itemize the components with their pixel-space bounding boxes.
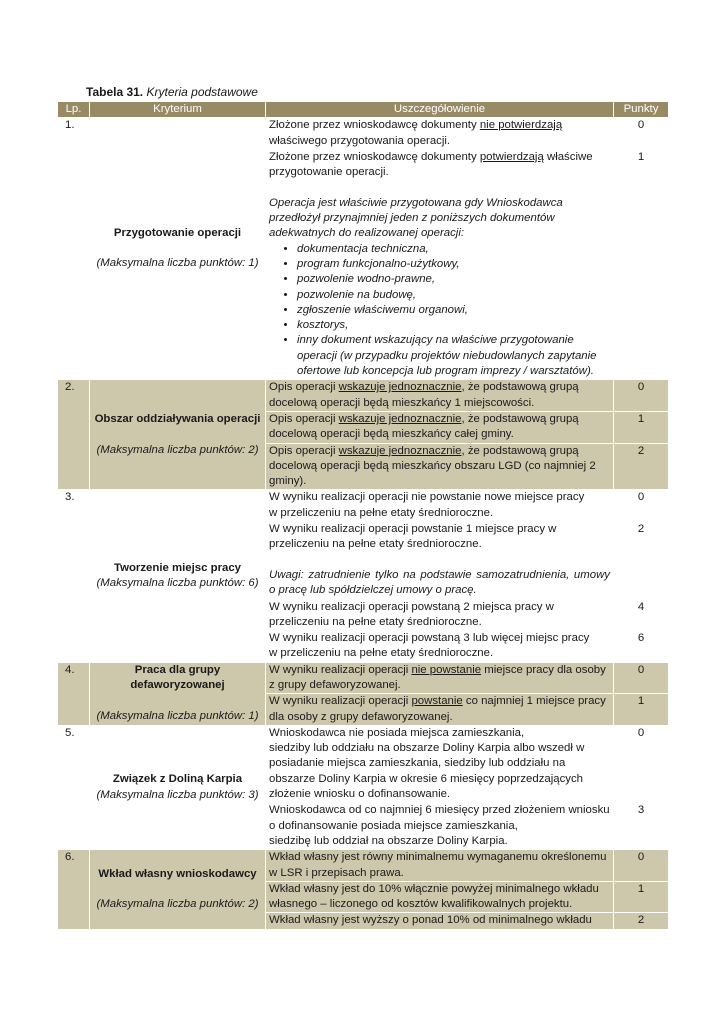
- table-header: [58, 102, 669, 118]
- detail-cell: Opis operacji wskazuje jednoznacznie, że podstawową grupą docelową operacji będą mieszkańcy 1 miejscowości.: [266, 380, 614, 412]
- criterion-max: (Maksymalna liczba punktów: 1): [96, 709, 259, 722]
- header-lp: Lp.: [58, 102, 90, 118]
- detail-cell: Opis operacji wskazuje jednoznacznie, że podstawową grupą docelową operacji będą mieszkańcy całej gminy.: [266, 411, 614, 443]
- detail-cell: Wkład własny jest do 10% włącznie powyżej minimalnego wkładu własnego – liczonego od kosztów kwalifikowalnych projektu.: [266, 881, 614, 913]
- header-uszczegolowienie: Uszczegółowienie: [266, 102, 614, 118]
- header-punkty: Punkty: [614, 102, 669, 118]
- criterion-cell: [90, 662, 266, 725]
- detail-cell: Wnioskodawca nie posiada miejsca zamieszkania, siedziby lub oddziału na obszarze Doliny Karpia albo wszedł w posiadanie miejsca zamieszkania, siedziby lub oddziału na obszarze Doliny Karpia w okresie 6 miesięcy poprzedzających złożenie wniosku o dofinansowanie.: [266, 725, 614, 802]
- caption-label: Tabela 31.: [86, 85, 144, 99]
- list-item: • pozwolenie wodno-prawne,: [297, 272, 610, 287]
- criterion-name: Obszar oddziaływania operacji: [94, 412, 261, 425]
- criterion-name: Wkład własny wnioskodawcy: [98, 867, 257, 880]
- table-row: [58, 662, 669, 694]
- points-cell: 1: [614, 149, 669, 379]
- criteria-table: [57, 101, 669, 930]
- points-cell: 0: [614, 490, 669, 522]
- list-item: • program funkcjonalno-użytkowy,: [297, 257, 610, 272]
- points-cell: 0: [614, 850, 669, 882]
- criterion-name: Przygotowanie operacji: [113, 226, 242, 239]
- detail-cell: W wyniku realizacji operacji nie powstanie nowe miejsce pracy w przeliczeniu na pełne etaty średnioroczne.: [266, 490, 614, 522]
- document-list: [269, 242, 610, 380]
- points-cell: 0: [614, 118, 669, 150]
- criterion-cell: [90, 850, 266, 929]
- table-row: [58, 118, 669, 150]
- points-cell: 3: [614, 803, 669, 850]
- points-cell: 2: [614, 443, 669, 490]
- criterion-max: (Maksymalna liczba punktów: 3): [96, 788, 259, 801]
- detail-cell: Złożone przez wnioskodawcę dokumenty potwierdzają właściwe przygotowanie operacji. Operacja jest właściwie przygotowana gdy Wnioskodawca przedłożył przynajmniej jeden z poniższych dokumentów adekwatnych do realizowanej operacji: • dokumentacja techniczna, • program funkcjonalno-użytkowy, • pozwolenie wodno-prawne, • pozwolenie na budowę, • zgłoszenie właściwemu organowi, • kosztorys, • inny dokument wskazujący na właściwe przygotowanie operacji (w przypadku projektów niebudowlanych zapytanie ofertowe lub koncepcja lub program imprezy / warsztatów).: [266, 149, 614, 379]
- table-row: [58, 850, 669, 882]
- criterion-max: (Maksymalna liczba punktów: 1): [96, 257, 259, 270]
- points-cell: 2: [614, 522, 669, 599]
- lp-cell: 5.: [58, 725, 90, 849]
- points-cell: 1: [614, 694, 669, 726]
- list-item: • dokumentacja techniczna,: [297, 242, 610, 257]
- criterion-name: Praca dla grupy defaworyzowanej: [130, 663, 225, 691]
- table-caption: [86, 85, 258, 99]
- lp-cell: 1.: [58, 118, 90, 380]
- note: Operacja jest właściwie przygotowana gdy Wnioskodawca przedłożył przynajmniej jeden z poniższych dokumentów adekwatnych do realizowanej operacji:: [269, 196, 563, 240]
- caption-title: Kryteria podstawowe: [146, 85, 258, 99]
- detail-cell: W wyniku realizacji operacji powstaną 3 lub więcej miejsc pracy w przeliczeniu na pełne etaty średnioroczne.: [266, 631, 614, 663]
- table-row: [58, 380, 669, 412]
- lp-cell: 6.: [58, 850, 90, 929]
- points-cell: 0: [614, 725, 669, 802]
- list-item: • zgłoszenie właściwemu organowi,: [297, 303, 610, 318]
- criterion-max: (Maksymalna liczba punktów: 2): [96, 443, 259, 456]
- points-cell: 1: [614, 881, 669, 913]
- detail-cell: W wyniku realizacji operacji powstaną 2 miejsca pracy w przeliczeniu na pełne etaty średnioroczne.: [266, 599, 614, 631]
- criterion-name: Tworzenie miejsc pracy: [113, 561, 242, 574]
- criterion-cell: [90, 725, 266, 849]
- table-row: [58, 490, 669, 522]
- detail-cell: W wyniku realizacji operacji powstanie 1 miejsce pracy w przeliczeniu na pełne etaty średnioroczne. Uwagi: zatrudnienie tylko na podstawie samozatrudnienia, umowy o pracę lub spółdzielczej umowy o pracę.: [266, 522, 614, 599]
- lp-cell: 2.: [58, 380, 90, 490]
- note: Uwagi: zatrudnienie tylko na podstawie samozatrudnienia, umowy o pracę lub spółdzielczej umowy o pracę.: [269, 568, 610, 597]
- detail-cell: Wkład własny jest równy minimalnemu wymaganemu określonemu w LSR i przepisach prawa.: [266, 850, 614, 882]
- detail-cell: Opis operacji wskazuje jednoznacznie, że podstawową grupą docelową operacji będą mieszkańcy obszaru LGD (co najmniej 2 gminy).: [266, 443, 614, 490]
- points-cell: 0: [614, 662, 669, 694]
- lp-cell: 4.: [58, 662, 90, 725]
- table-row: [58, 725, 669, 802]
- criterion-max: (Maksymalna liczba punktów: 2): [96, 898, 259, 911]
- criterion-cell: [90, 118, 266, 380]
- list-item: • inny dokument wskazujący na właściwe przygotowanie operacji (w przypadku projektów niebudowlanych zapytanie ofertowe lub koncepcja lub program imprezy / warsztatów).: [297, 333, 610, 379]
- header-kryterium: Kryterium: [90, 102, 266, 118]
- detail-cell: W wyniku realizacji operacji powstanie co najmniej 1 miejsce pracy dla osoby z grupy defaworyzowanej.: [266, 694, 614, 726]
- detail-cell: Wkład własny jest wyższy o ponad 10% od minimalnego wkładu: [266, 913, 614, 929]
- detail-cell: Wnioskodawca od co najmniej 6 miesięcy przed złożeniem wniosku o dofinansowanie posiada miejsce zamieszkania, siedzibę lub oddział na obszarze Doliny Karpia.: [266, 803, 614, 850]
- criterion-name: Związek z Doliną Karpia: [112, 773, 243, 786]
- list-item: • kosztorys,: [297, 318, 610, 333]
- criterion-cell: [90, 490, 266, 662]
- criterion-max: (Maksymalna liczba punktów: 6): [96, 577, 259, 590]
- points-cell: 0: [614, 380, 669, 412]
- points-cell: 1: [614, 411, 669, 443]
- points-cell: 6: [614, 631, 669, 663]
- detail-cell: Złożone przez wnioskodawcę dokumenty nie potwierdzają właściwego przygotowania operacji.: [266, 118, 614, 150]
- criterion-cell: [90, 380, 266, 490]
- detail-cell: W wyniku realizacji operacji nie powstanie miejsce pracy dla osoby z grupy defaworyzowanej.: [266, 662, 614, 694]
- list-item: • pozwolenie na budowę,: [297, 288, 610, 303]
- points-cell: 4: [614, 599, 669, 631]
- lp-cell: 3.: [58, 490, 90, 662]
- points-cell: 2: [614, 913, 669, 929]
